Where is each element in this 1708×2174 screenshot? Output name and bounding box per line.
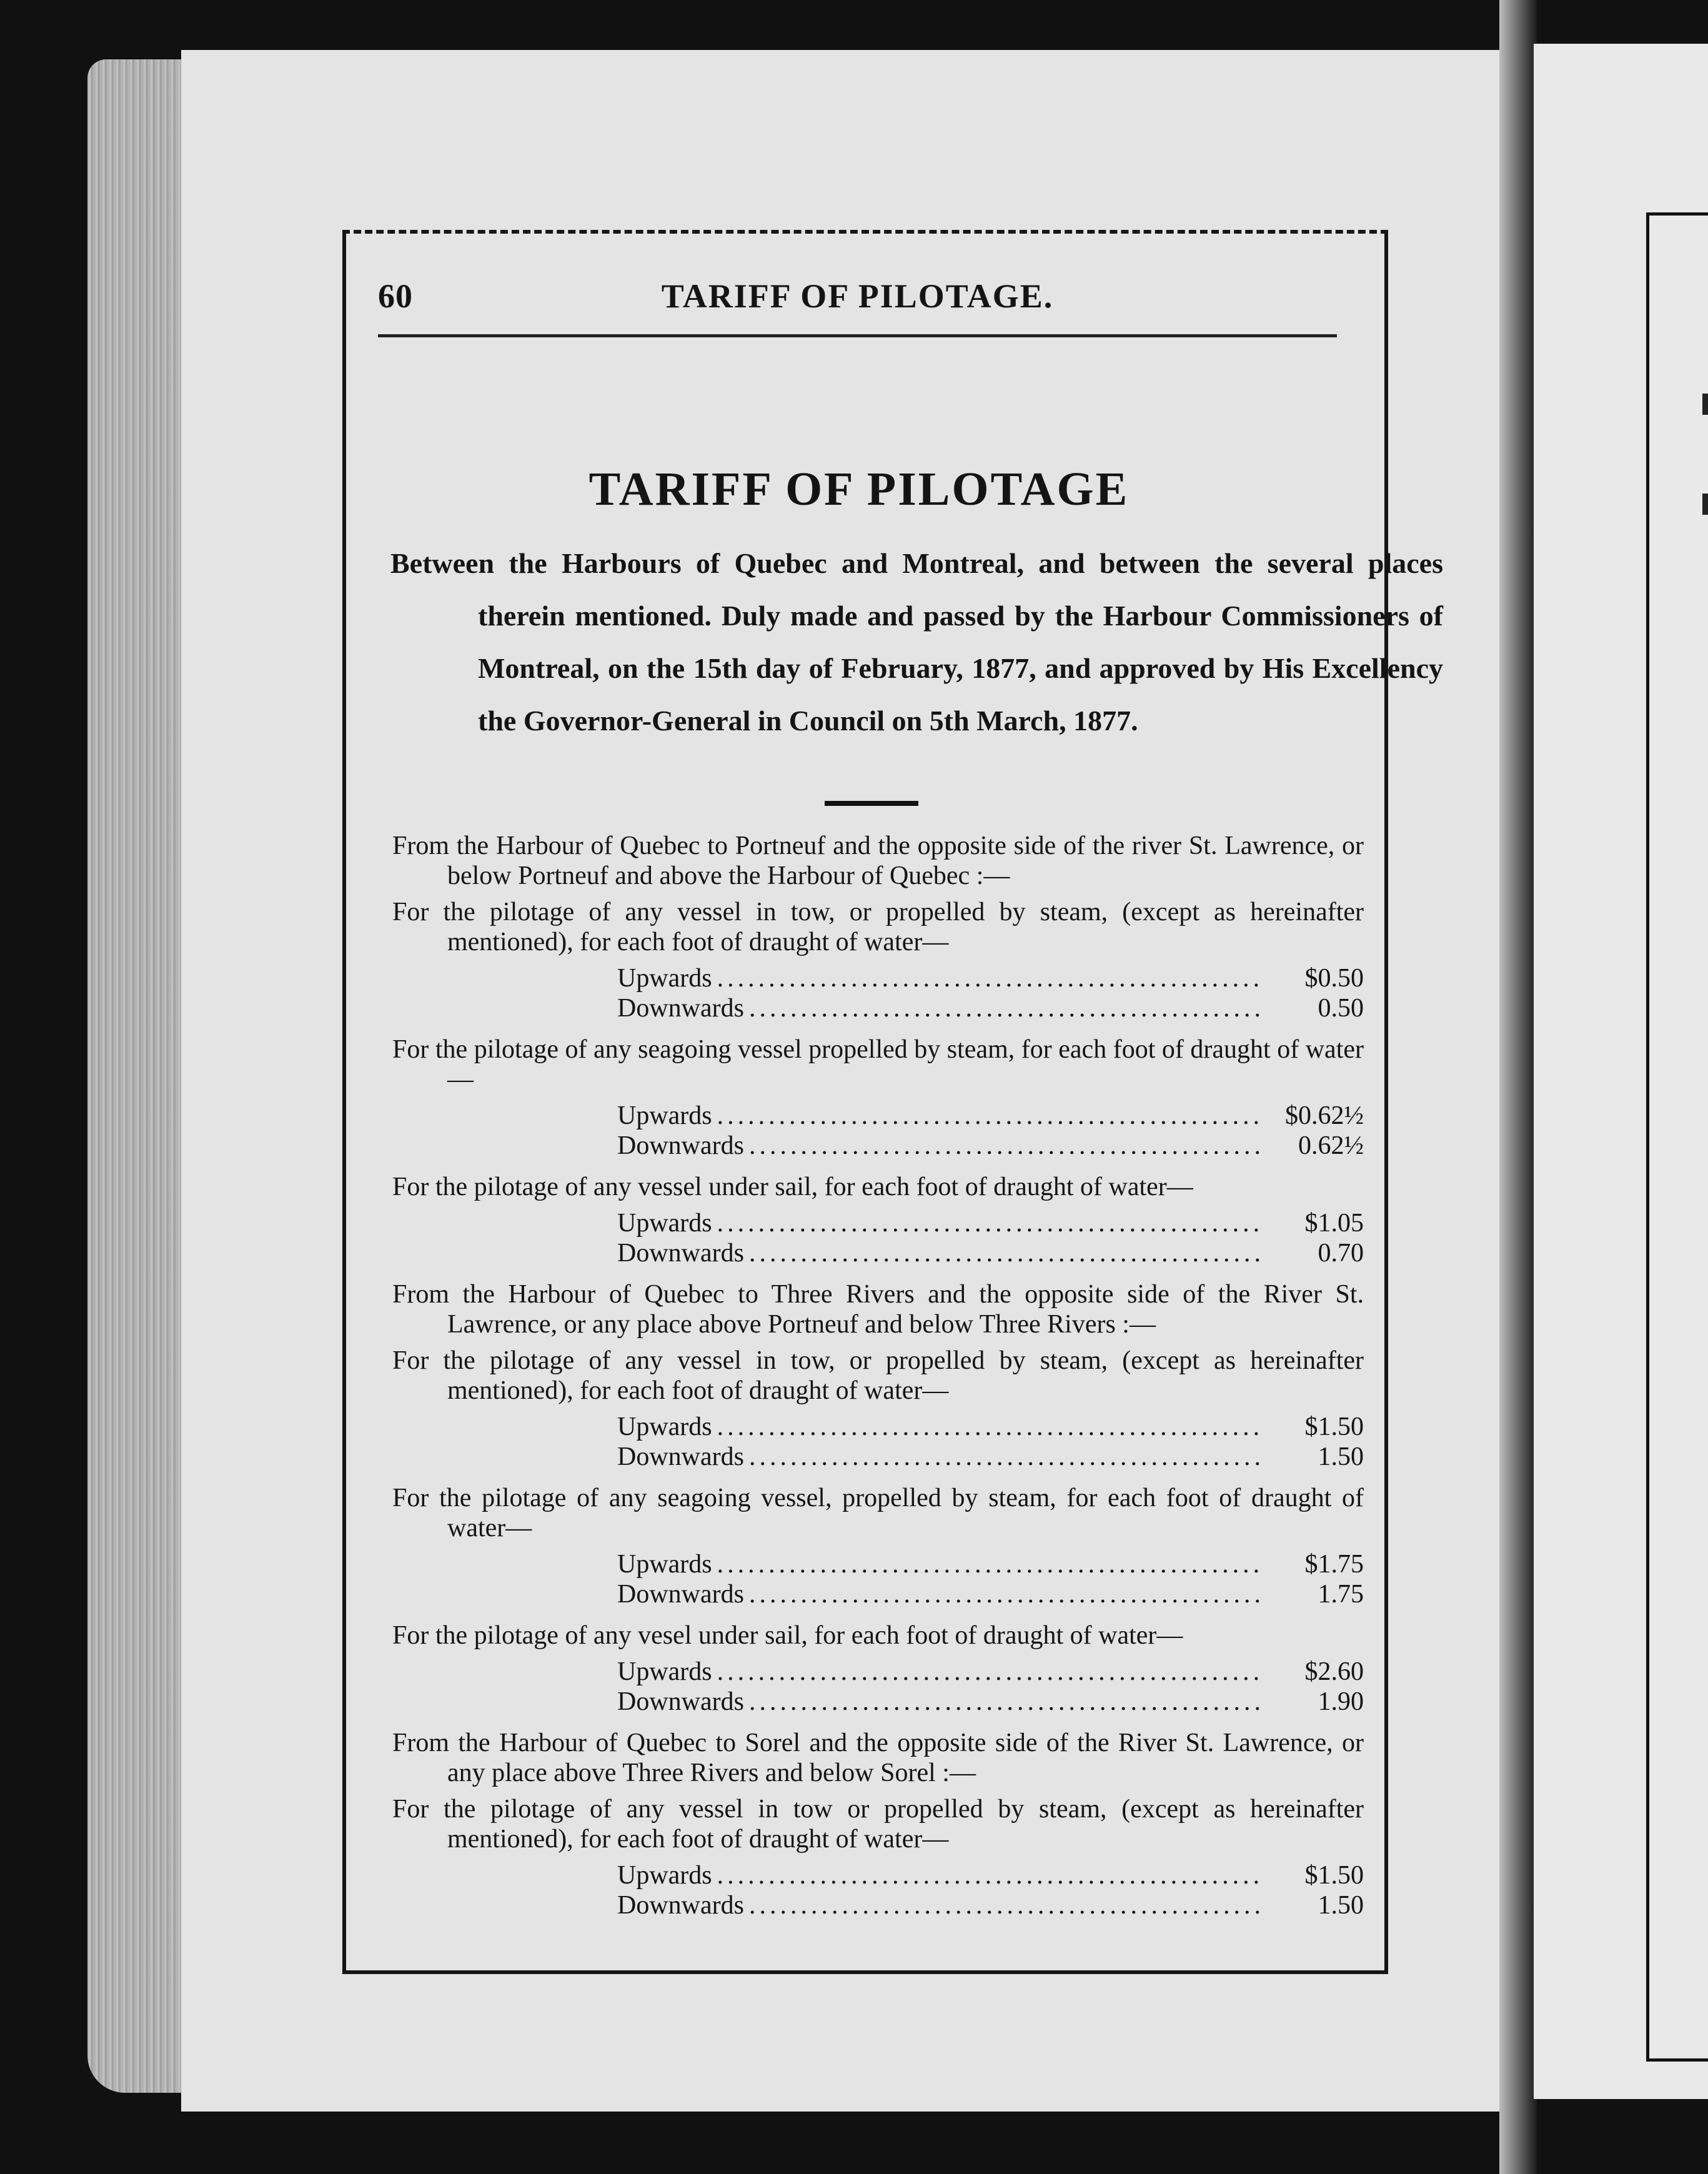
rate-label: Upwards — [617, 1550, 712, 1579]
item-description: For the pilotage of any vessel in tow or propelled by steam, (except as hereinafter mentioned), for each foot of draught of water— — [392, 1795, 1364, 1854]
rate-amount: $2.60 — [1304, 1657, 1364, 1686]
section-divider — [825, 801, 918, 806]
running-head — [378, 266, 1337, 337]
rate-amount: $1.50 — [1304, 1861, 1364, 1890]
rate-amount: $0.50 — [1304, 964, 1364, 993]
right-page-ink-mark — [1702, 394, 1708, 415]
rate-label: Downwards — [617, 1891, 744, 1920]
right-page-ink-mark — [1702, 494, 1708, 515]
item-description: For the pilotage of any seagoing vessel, propelled by steam, for each foot of draught of water— — [392, 1484, 1364, 1542]
rate-label: Downwards — [617, 994, 744, 1023]
book-gutter-shadow — [1499, 0, 1537, 2174]
section-heading: From the Harbour of Quebec to Sorel and the opposite side of the River St. Lawrence, or any place above Three Rivers and below Sorel :— — [392, 1729, 1364, 1787]
rate-label: Downwards — [617, 1580, 744, 1609]
tariff-section — [392, 1279, 1364, 1717]
rate-amount: 0.62½ — [1298, 1131, 1364, 1160]
rate-label: Upwards — [617, 964, 712, 993]
page-title: TARIFF OF PILOTAGE — [588, 463, 1130, 515]
tariff-item — [392, 1172, 1364, 1268]
page-number: 60 — [378, 277, 413, 315]
tariff-item — [392, 897, 1364, 1023]
rate-amount: $1.75 — [1304, 1550, 1364, 1579]
rate-label: Upwards — [617, 1101, 712, 1130]
section-heading: From the Harbour of Quebec to Portneuf and the opposite side of the river St. Lawrence, or below Portneuf and above the Harbour of Quebec :— — [392, 831, 1364, 890]
dot-leader — [749, 1238, 1265, 1268]
dot-leader — [717, 1657, 1265, 1687]
rate-amount: $0.62½ — [1285, 1101, 1364, 1130]
rate-amount: $1.50 — [1304, 1412, 1364, 1441]
rate-amount: 1.50 — [1318, 1442, 1364, 1471]
tariff-section — [392, 1728, 1364, 1920]
tariff-section — [392, 831, 1364, 1268]
right-page-partial — [1534, 44, 1708, 2099]
rate-amount: 1.90 — [1318, 1687, 1364, 1716]
rate-label: Downwards — [617, 1239, 744, 1268]
dot-leader — [749, 1687, 1265, 1717]
item-description: For the pilotage of any vessel in tow, or propelled by steam, (except as hereinafter mentioned), for each foot of draught of water— — [392, 898, 1364, 956]
book-page-edges — [87, 59, 191, 2093]
rate-label: Upwards — [617, 1412, 712, 1441]
rate-upwards — [392, 1657, 1364, 1687]
rate-amount: 1.75 — [1318, 1580, 1364, 1609]
item-description: For the pilotage of any vesel under sail, for each foot of draught of water— — [392, 1621, 1183, 1650]
rate-label: Downwards — [617, 1442, 744, 1471]
dot-leader — [749, 1579, 1265, 1609]
dot-leader — [717, 1412, 1265, 1442]
dot-leader — [717, 1208, 1265, 1238]
rate-downwards — [392, 1890, 1364, 1920]
right-page-frame — [1646, 212, 1708, 2062]
rate-label: Downwards — [617, 1131, 744, 1160]
rate-amount: 0.70 — [1318, 1239, 1364, 1268]
rate-downwards — [392, 1579, 1364, 1609]
dot-leader — [717, 1860, 1265, 1890]
rate-amount: $1.05 — [1304, 1209, 1364, 1238]
tariff-item — [392, 1794, 1364, 1920]
rate-downwards — [392, 1687, 1364, 1717]
preamble-paragraph: Between the Harbours of Quebec and Montreal, and between the several places therein mentioned. Duly made and passed by the Harbour Commissioners of Montreal, on the 15th day of February, 1877, and approved by His Excellency the Governor-General in Council on 5th March, 1877. — [390, 547, 1443, 737]
item-description: For the pilotage of any vessel under sail, for each foot of draught of water— — [392, 1173, 1193, 1201]
rate-upwards — [392, 1549, 1364, 1579]
running-title: TARIFF OF PILOTAGE. — [661, 277, 1054, 315]
tariff-body — [392, 831, 1364, 1932]
rate-upwards — [392, 1860, 1364, 1890]
rate-upwards — [392, 963, 1364, 993]
item-description: For the pilotage of any vessel in tow, or propelled by steam, (except as hereinafter mentioned), for each foot of draught of water— — [392, 1346, 1364, 1405]
rate-downwards — [392, 1442, 1364, 1472]
rate-amount: 1.50 — [1318, 1891, 1364, 1920]
dot-leader — [749, 1442, 1265, 1472]
rate-upwards — [392, 1208, 1364, 1238]
tariff-item — [392, 1483, 1364, 1609]
dot-leader — [717, 1549, 1265, 1579]
rate-label: Upwards — [617, 1657, 712, 1686]
rate-label: Upwards — [617, 1209, 712, 1238]
section-heading: From the Harbour of Quebec to Three Rivers and the opposite side of the River St. Lawrence, or any place above Portneuf and below Three Rivers :— — [392, 1280, 1364, 1339]
rate-downwards — [392, 993, 1364, 1023]
dot-leader — [717, 1101, 1265, 1131]
rate-downwards — [392, 1131, 1364, 1161]
rate-upwards — [392, 1101, 1364, 1131]
dot-leader — [749, 1131, 1265, 1161]
dot-leader — [749, 1890, 1265, 1920]
item-description: For the pilotage of any seagoing vessel propelled by steam, for each foot of draught of water— — [392, 1035, 1364, 1094]
tariff-item — [392, 1621, 1364, 1717]
rate-amount: 0.50 — [1318, 994, 1364, 1023]
tariff-item — [392, 1035, 1364, 1161]
tariff-item — [392, 1346, 1364, 1472]
rate-label: Upwards — [617, 1861, 712, 1890]
rate-downwards — [392, 1238, 1364, 1268]
dot-leader — [749, 993, 1265, 1023]
rate-upwards — [392, 1412, 1364, 1442]
dot-leader — [717, 963, 1265, 993]
rate-label: Downwards — [617, 1687, 744, 1716]
